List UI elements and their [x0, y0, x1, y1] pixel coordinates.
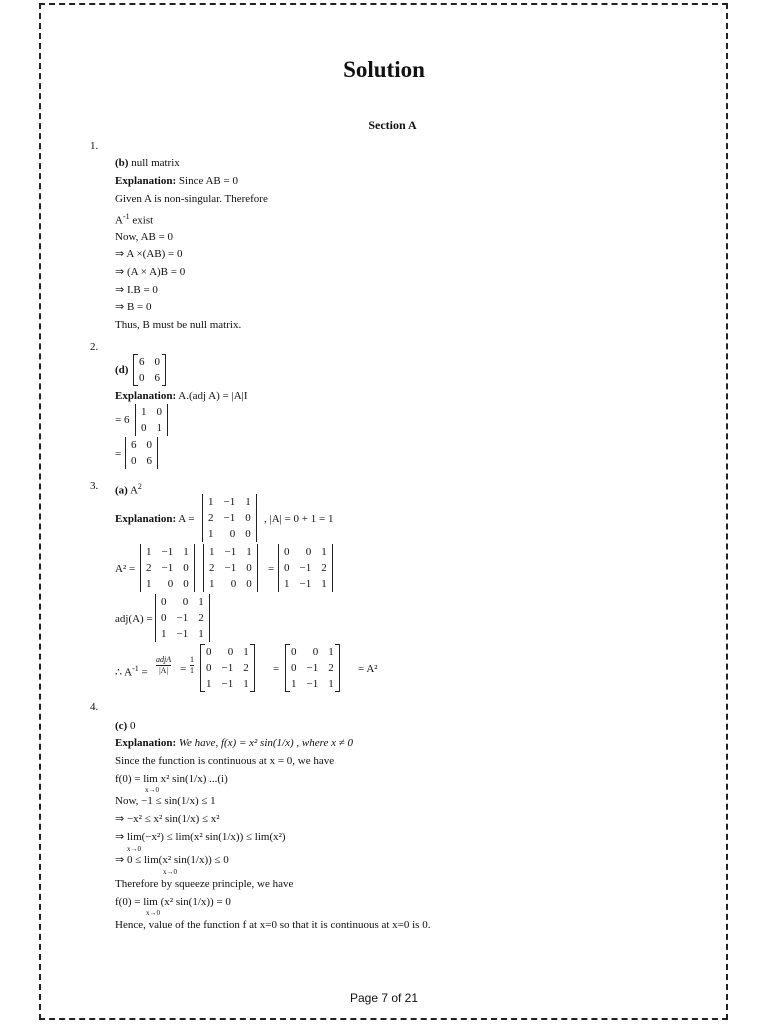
page-title: Solution [343, 57, 425, 82]
matrix-cell: 1 [208, 528, 214, 540]
matrix-cell: 0 [206, 662, 212, 674]
section-heading: Section A [368, 118, 417, 132]
matrix-cell: 2 [209, 562, 215, 574]
matrix-cell: 0 [305, 546, 312, 558]
matrix-cell: 0 [245, 512, 251, 524]
text-line: Hence, value of the function f at x=0 so that it is continuous at x=0 is 0. [115, 919, 431, 931]
text-line: Now, AB = 0 [115, 231, 174, 243]
question-number: 4. [90, 701, 99, 713]
matrix-cell: 1 [146, 546, 152, 558]
equation: = [115, 448, 122, 460]
explanation: Explanation: We have, f(x) = x² sin(1/x) , where x ≠ 0 [115, 737, 354, 749]
question-number: 2. [90, 341, 99, 353]
matrix-cell: 1 [146, 578, 152, 590]
matrix [285, 644, 340, 692]
matrix-cell: 0 [161, 596, 167, 608]
matrix-cell: 0 [230, 578, 237, 590]
equation: A² = [115, 563, 136, 575]
matrix-cell: 1 [161, 628, 167, 640]
matrix-cell: 0 [227, 646, 234, 658]
matrix [140, 544, 195, 592]
matrix-cell: 0 [182, 596, 189, 608]
equation: = [268, 563, 275, 575]
question-number: 3. [90, 480, 99, 492]
equation: f(0) = lim (x² sin(1/x)) = 0 [115, 896, 231, 908]
matrix-cell: 0 [246, 578, 252, 590]
matrix-cell: 1 [328, 646, 334, 658]
matrix-cell: −1 [223, 512, 236, 524]
explanation: Explanation: Since AB = 0 [115, 175, 238, 187]
matrix-cell: 1 [208, 496, 214, 508]
equation: = A² [358, 663, 378, 675]
matrix-cell: 1 [198, 596, 204, 608]
matrix-cell: 0 [161, 612, 167, 624]
matrix [202, 494, 257, 542]
equation: ⇒ lim(−x²) ≤ lim(x² sin(1/x)) ≤ lim(x²) [115, 831, 286, 843]
matrix-cell: 0 [206, 646, 212, 658]
question-number: 1. [90, 140, 99, 152]
matrix-cell: 0 [167, 578, 174, 590]
matrix-cell: 2 [208, 512, 214, 524]
matrix-cell: 0 [246, 562, 252, 574]
matrix-cell: 1 [209, 546, 215, 558]
matrix-cell: 2 [243, 662, 249, 674]
matrix-cell: 1 [243, 646, 249, 658]
text-line: ⇒ B = 0 [115, 301, 152, 313]
matrix-cell: 1 [284, 578, 290, 590]
text-line: ⇒ I.B = 0 [115, 284, 158, 296]
equation: ⇒ 0 ≤ lim(x² sin(1/x)) ≤ 0 [115, 854, 229, 866]
matrix-cell: 6 [146, 455, 152, 467]
limit-subscript: x→0 [163, 868, 177, 876]
matrix-cell: −1 [306, 678, 319, 690]
matrix-cell: 2 [198, 612, 204, 624]
matrix-cell: 1 [291, 678, 297, 690]
matrix [155, 594, 210, 642]
answer: (b) null matrix [115, 157, 180, 169]
matrix-cell: −1 [176, 612, 189, 624]
equation: ⇒ −x² ≤ x² sin(1/x) ≤ x² [115, 813, 220, 825]
matrix-cell: 0 [291, 662, 297, 674]
matrix-cell: 0 [284, 546, 290, 558]
text-line: $A^{-1}$ exist [115, 212, 154, 227]
matrix-cell: 0 [146, 439, 152, 451]
matrix-cell: 0 [139, 372, 145, 384]
matrix-cell: 2 [146, 562, 152, 574]
matrix-cell: 1 [209, 578, 215, 590]
matrix-cell: 1 [246, 546, 252, 558]
matrix-cell: 0 [284, 562, 290, 574]
equation: adj(A) = [115, 613, 153, 625]
fraction: 1 1 [190, 655, 194, 675]
explanation: Explanation: A = [115, 513, 195, 525]
matrix-cell: −1 [224, 562, 237, 574]
matrix-cell: −1 [161, 546, 174, 558]
equation: = [180, 663, 187, 675]
matrix-cell: 0 [141, 422, 147, 434]
matrix-cell: 6 [131, 439, 137, 451]
matrix-cell: −1 [161, 562, 174, 574]
matrix-cell: 2 [321, 562, 327, 574]
matrix [135, 404, 168, 436]
equation: Now, −1 ≤ sin(1/x) ≤ 1 [115, 795, 216, 807]
matrix-cell: 0 [291, 646, 297, 658]
matrix-cell: −1 [176, 628, 189, 640]
matrix-cell: 1 [206, 678, 212, 690]
limit-subscript: x→0 [146, 909, 160, 917]
matrix [125, 437, 158, 469]
matrix-cell: 6 [139, 356, 145, 368]
matrix-cell: 0 [312, 646, 319, 658]
matrix-cell: 1 [245, 496, 251, 508]
matrix-cell: 6 [154, 372, 160, 384]
determinant: , |A| = 0 + 1 = 1 [264, 513, 334, 525]
matrix-cell: 1 [156, 422, 162, 434]
matrix-cell: 0 [245, 528, 251, 540]
text-line: Therefore by squeeze principle, we have [115, 878, 294, 890]
fraction: adjA |A| [156, 655, 172, 675]
text-line: ⇒ A ×(AB) = 0 [115, 248, 183, 260]
matrix-cell: 0 [183, 562, 189, 574]
matrix-cell: −1 [221, 662, 234, 674]
matrix-cell: 0 [154, 356, 160, 368]
matrix-cell: 1 [328, 678, 334, 690]
text-line: Thus, B must be null matrix. [115, 319, 242, 331]
matrix-cell: 1 [141, 406, 147, 418]
matrix [200, 644, 255, 692]
matrix-cell: 0 [229, 528, 236, 540]
answer: (c) 0 [115, 720, 136, 732]
page-number: Page 7 of 21 [349, 991, 419, 1005]
matrix-cell: 1 [321, 546, 327, 558]
text-line: ⇒ (A × A)B = 0 [115, 266, 186, 278]
matrix-cell: 0 [183, 578, 189, 590]
matrix-cell: −1 [299, 578, 312, 590]
matrix [203, 544, 258, 592]
explanation: Explanation: A.(adj A) = |A|I [115, 390, 248, 402]
answer: (d) [115, 364, 129, 376]
text-line: Given A is non-singular. Therefore [115, 193, 268, 205]
equation: f(0) = lim x² sin(1/x) ...(i) [115, 773, 228, 785]
matrix [133, 354, 166, 386]
matrix-cell: 0 [156, 406, 162, 418]
equation: = 6 [115, 414, 130, 426]
matrix-cell: 0 [131, 455, 137, 467]
matrix-cell: 1 [321, 578, 327, 590]
text-line: Since the function is continuous at x = 0, we have [115, 755, 335, 767]
matrix-cell: −1 [224, 546, 237, 558]
matrix [278, 544, 333, 592]
equation: ∴ $A^{-1}$ = [115, 664, 148, 679]
matrix-cell: 2 [328, 662, 334, 674]
matrix-cell: 1 [243, 678, 249, 690]
matrix-cell: −1 [223, 496, 236, 508]
limit-subscript: x→0 [127, 845, 141, 853]
matrix-cell: 1 [183, 546, 189, 558]
matrix-cell: −1 [221, 678, 234, 690]
matrix-cell: −1 [306, 662, 319, 674]
equation: = [273, 663, 280, 675]
matrix-cell: −1 [299, 562, 312, 574]
matrix-cell: 1 [198, 628, 204, 640]
limit-subscript: x→0 [145, 786, 159, 794]
answer: (a) $A^2$ [115, 482, 142, 497]
